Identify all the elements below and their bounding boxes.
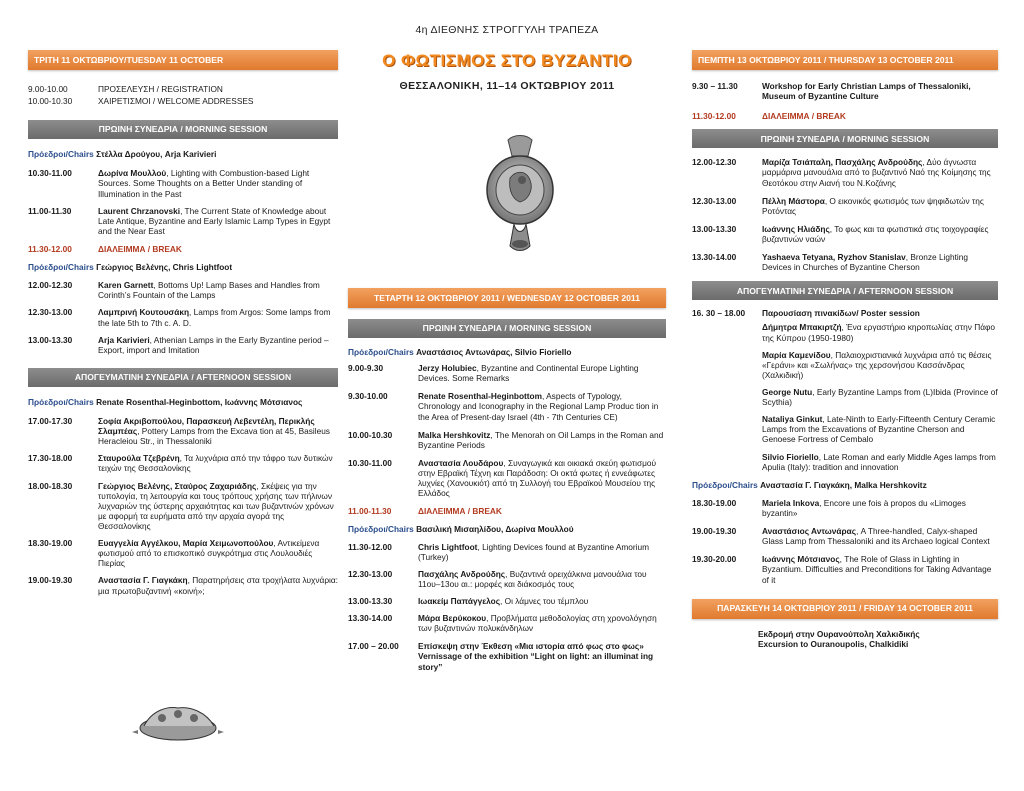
morning-session-header: ΠΡΩΙΝΗ ΣΥΝΕΔΡΙΑ / MORNING SESSION xyxy=(692,129,998,148)
chairs-label: Πρόεδροι/Chairs xyxy=(692,479,758,490)
poster-item xyxy=(762,350,998,380)
speaker: Yashaeva Tetyana, Ryzhov Stanislav xyxy=(762,252,906,263)
talk-title: , Συναγωγικά και οικιακά σκεύη φωτισμού στην Εβραϊκή Τέχνη και Παράδοση: Οι οκτά φωτες ή εννεάφωτες λυχνίες (Χανουκιότ) από τη Συλλογή του Εβραϊκού Μουσείου της Ελλάδος xyxy=(418,457,657,499)
column-day1 xyxy=(28,0,338,596)
speaker: Mariela Inkova xyxy=(762,497,820,508)
speaker: Silvio Fioriello xyxy=(762,451,819,462)
poster-title: , Late-Ninth to Early-Fifteenth Century Ceramic Lamps from the Excavations of Byzantine Cherson and Genoese Fortress of Cembalo xyxy=(762,414,996,445)
program-item xyxy=(692,224,998,244)
talk-title: , Ο εικονικός φωτισμός των ψηφιδωτών της Ροτόντας xyxy=(762,195,984,216)
chairs-names: Βασιλική Μισαηλίδου, Δωρίνα Μουλλού xyxy=(416,524,574,535)
conference-title: Ο ΦΩΤΙΣΜΟΣ ΣΤΟ ΒΥΖΑΝΤΙΟ xyxy=(382,50,632,70)
program-item xyxy=(28,335,338,355)
speaker: Laurent Chrzanovski xyxy=(98,205,181,216)
speaker: Μαρίζα Τσιάπαλη, Πασχάλης Ανδρούδης xyxy=(762,157,923,168)
speaker: Πασχάλης Ανδρούδης xyxy=(418,568,506,579)
time: 19.00-19.30 xyxy=(28,575,73,586)
opening-row xyxy=(28,96,338,106)
time: 12.30-13.00 xyxy=(692,195,737,206)
day3-header: ΠΕΜΠΤΗ 13 ΟΚΤΩΒΡΙΟΥ 2011 / THURSDAY 13 OCTOBER 2011 xyxy=(692,50,998,70)
time: 9.30-10.00 xyxy=(348,391,388,402)
talk-title: , Βυζαντινά ορειχάλκινα μανουάλια του 11ου–13ου αι.: μορφές και διάκοσμός τους xyxy=(418,568,647,589)
speaker: Jerzy Holubiec xyxy=(418,363,477,374)
talk-title: , Lighting Devices found at Byzantine Amorium (Turkey) xyxy=(418,541,650,562)
break-row xyxy=(348,506,666,516)
time: 12.30-13.00 xyxy=(348,568,393,579)
speaker: Αναστάσιος Αντωνάρας xyxy=(762,526,857,537)
time: 11.00-11.30 xyxy=(348,506,392,517)
speaker: Ιωακείμ Παπάγγελος xyxy=(418,595,501,606)
poster-item xyxy=(762,452,998,472)
talk-title: , The Role of Glass in Lighting in Byzantium. Difficulties and Preconditions for Taking Advantage of it xyxy=(762,554,992,585)
talk-title: , Encore une fois à propos du «Limoges byzantin» xyxy=(762,497,966,518)
chairs-line xyxy=(28,262,338,272)
visit-text: Επίσκεψη στην Έκθεση «Μια ιστορία από φως στο φως» Vernissage of the exhibition “Light on light: an illuminat ing story” xyxy=(418,641,654,672)
speaker: Chris Lightfoot xyxy=(418,541,478,552)
time: 11.30-12.00 xyxy=(28,243,72,254)
poster-title: , Early Byzantine Lamps from (L)Ibida (Province of Scythia) xyxy=(762,386,998,408)
workshop-text: Workshop for Early Christian Lamps of Thessaloniki, Museum of Byzantine Culture xyxy=(762,81,971,102)
chairs-label: Πρόεδροι/Chairs xyxy=(348,347,414,357)
program-item xyxy=(348,363,666,383)
program-item xyxy=(28,280,338,300)
program-item xyxy=(28,575,338,595)
chairs-line xyxy=(28,149,338,159)
talk-title: , Οι λάμνες του τέμπλου xyxy=(500,595,589,606)
speaker: Πέλλη Μάστορα xyxy=(762,195,825,206)
program-item xyxy=(348,613,666,633)
poster-title: , Παλαιοχριστιανικά λυχνάρια από τις θέσεις «Γεράνι» και «Σωλήνας» της χερσονήσου Κασσάνδρας (Χαλκιδική) xyxy=(762,349,992,380)
chairs-line xyxy=(348,524,666,534)
program-item xyxy=(28,481,338,532)
poster-session-text: Παρουσίαση πινακίδων/ Poster session xyxy=(762,308,920,319)
chairs-names: Αναστασία Γ. Γιαγκάκη, Malka Hershkovitz xyxy=(760,479,927,490)
chairs-line xyxy=(692,480,998,490)
talk-title: , Lamps from Argos: Some lamps from the late 5th to 7th c. A. D. xyxy=(98,307,331,328)
day4-header: ΠΑΡΑΣΚΕΥΗ 14 ΟΚΤΩΒΡΙΟΥ 2011 / FRIDAY 14 OCTOBER 2011 xyxy=(692,599,998,619)
talk-title: , A Three-handled, Calyx-shaped Glass Lamp from Thessaloniki and its Archaeo logical Context xyxy=(762,526,990,547)
poster-session-row xyxy=(692,308,998,318)
opening-text: ΧΑΙΡΕΤΙΣΜΟΙ / WELCOME ADDRESSES xyxy=(98,96,254,107)
chairs-label: Πρόεδροι/Chairs xyxy=(28,262,94,273)
talk-title: , Προβλήματα μεθοδολογίας στη χρονολόγηση των βυζαντινών πολυκάνδηλων xyxy=(418,613,657,634)
program-item xyxy=(28,307,338,327)
morning-session-header: ΠΡΩΙΝΗ ΣΥΝΕΔΡΙΑ / MORNING SESSION xyxy=(28,120,338,139)
time: 10.00-10.30 xyxy=(28,96,73,107)
time: 9.30 – 11.30 xyxy=(692,81,738,91)
conference-series: 4η ΔΙΕΘΝΗΣ ΣΤΡΟΓΓΥΛΗ ΤΡΑΠΕΖΑ xyxy=(415,24,599,36)
program-item xyxy=(348,569,666,589)
speaker: Λαμπρινή Κουτουσάκη xyxy=(98,307,190,318)
opening-text: ΠΡΟΣΕΛΕΥΣΗ / REGISTRATION xyxy=(98,84,223,94)
time: 13.00-13.30 xyxy=(28,334,73,345)
poster-item xyxy=(762,322,998,342)
poster-item xyxy=(762,387,998,407)
time: 10.00-10.30 xyxy=(348,429,393,440)
chairs-label: Πρόεδροι/Chairs xyxy=(28,149,94,160)
speaker: Γεώργιος Βελένης, Σταύρος Ζαχαριάδης xyxy=(98,480,257,491)
talk-title: , Pottery Lamps from the Excava tion at 45, Basileus Heracleiou Str., in Thessaloniki xyxy=(98,426,330,447)
day2-header: ΤΕΤΑΡΤΗ 12 ΟΚΤΩΒΡΙΟΥ 2011 / WEDNESDAY 12 OCTOBER 2011 xyxy=(348,288,666,308)
chairs-names: Στέλλα Δρούγου, Arja Karivieri xyxy=(96,149,217,160)
time: 18.00-18.30 xyxy=(28,480,73,491)
talk-title: , Bottoms Up! Lamp Bases and Handles from Corinth’s Fountain of the Lamps xyxy=(98,280,320,301)
chairs-line xyxy=(348,347,666,357)
speaker: George Nutu xyxy=(762,386,813,397)
time: 19.00-19.30 xyxy=(692,526,737,537)
poster-title: , Ένα εργαστήριο κηροπωλίας στην Πάφο της Κύπρου (1950-1980) xyxy=(762,322,996,343)
program-item xyxy=(348,430,666,450)
break-text: ΔΙΑΛΕΙΜΜΑ / BREAK xyxy=(762,111,846,122)
time: 19.30-20.00 xyxy=(692,554,737,565)
time: 9.00-10.00 xyxy=(28,84,68,94)
speaker: Δήμητρα Μπακιρτζή xyxy=(762,322,842,333)
speaker: Αναστασία Γ. Γιαγκάκη xyxy=(98,575,188,586)
time: 16. 30 – 18.00 xyxy=(692,308,746,319)
break-row xyxy=(692,111,998,121)
program-item xyxy=(692,554,998,584)
program-item xyxy=(692,252,998,272)
program-item xyxy=(348,596,666,606)
program-item xyxy=(348,458,666,498)
speaker: Ευαγγελία Αγγέλκου, Μαρία Χειμωνοπούλου xyxy=(98,538,274,549)
conference-place-dates: ΘΕΣΣΑΛΟΝΙΚΗ, 11–14 ΟΚΤΩΒΡΙΟΥ 2011 xyxy=(399,79,615,92)
time: 9.00-9.30 xyxy=(348,363,384,374)
speaker: Ιωάννης Ηλιάδης xyxy=(762,223,830,234)
time: 13.00-13.30 xyxy=(692,223,737,234)
program-item xyxy=(348,391,666,421)
talk-title: , Lighting with Combustion-based Light Sources. Some Thoughts on a Better Under standing of Illumination in the Past xyxy=(98,168,310,199)
excursion-greek: Εκδρομή στην Ουρανούπολη Χαλκιδικής xyxy=(758,628,920,639)
talk-title: , Τα λυχνάρια από την τάφρο των δυτικών τειχών της Θεσσαλονίκης xyxy=(98,453,333,474)
speaker: Nataliya Ginkut xyxy=(762,414,823,425)
chairs-line xyxy=(28,397,338,407)
time: 10.30-11.00 xyxy=(348,457,392,468)
decorative-lamp-icon xyxy=(132,700,224,744)
speaker: Arja Karivieri xyxy=(98,334,150,345)
chairs-label: Πρόεδροι/Chairs xyxy=(348,524,414,535)
time: 12.00-12.30 xyxy=(692,157,737,168)
morning-session-header: ΠΡΩΙΝΗ ΣΥΝΕΔΡΙΑ / MORNING SESSION xyxy=(348,319,666,338)
talk-title: , Δύο άγνωστα μαρμάρινα μανουάλια από το βυζαντινό Ναό της Κοίμησης της Θεοτόκου στην Αιανή του Ν.Κοζάνης xyxy=(762,157,991,188)
talk-title: , Αντικείμενα φωτισμού από το επισκοπικό συγκρότημα στις Λουλουδιές Πιερίας xyxy=(98,538,320,569)
program-item xyxy=(348,542,666,562)
time: 13.00-13.30 xyxy=(348,595,393,606)
time: 13.30-14.00 xyxy=(692,252,737,263)
talk-title: , Athenian Lamps in the Early Byzantine period –Export, import and Imitation xyxy=(98,334,329,355)
chairs-names: Γεώργιος Βελένης, Chris Lightfoot xyxy=(96,262,233,273)
program-item xyxy=(692,498,998,518)
speaker: Malka Hershkovitz xyxy=(418,429,491,440)
break-text: ΔΙΑΛΕΙΜΜΑ / BREAK xyxy=(418,506,502,517)
speaker: Σοφία Ακριβοπούλου, Παρασκευή Λεβεντέλη, Περικλής Σλαμπέας xyxy=(98,415,315,437)
chairs-names: Αναστάσιος Αντωνάρας, Silvio Fioriello xyxy=(416,347,572,357)
exhibition-visit xyxy=(348,641,666,671)
program-item xyxy=(28,416,338,446)
day1-header: ΤΡΙΤΗ 11 ΟΚΤΩΒΡΙΟΥ/TUESDAY 11 OCTOBER xyxy=(28,50,338,70)
time: 13.30-14.00 xyxy=(348,613,393,624)
poster-title: , Late Roman and early Middle Ages lamps from Apulia (Italy): tradition and innovation xyxy=(762,451,996,472)
speaker: Δωρίνα Μουλλού xyxy=(98,168,167,179)
chairs-label: Πρόεδροι/Chairs xyxy=(28,396,94,407)
time: 11.30-12.00 xyxy=(348,541,392,552)
program-item xyxy=(692,196,998,216)
opening-row xyxy=(28,84,338,94)
talk-title: , The Current State of Knowledge about Late Antique, Byzantine and Early Islamic Lamp Types in Egypt and the Near East xyxy=(98,205,331,236)
speaker: Μάρα Βερύκοκου xyxy=(418,613,487,624)
time: 17.00-17.30 xyxy=(28,415,73,426)
time: 18.30-19.00 xyxy=(692,497,737,508)
talk-title: , Bronze Lighting Devices in Churches of Byzantine Cherson xyxy=(762,252,969,273)
workshop-row xyxy=(692,81,998,101)
break-row xyxy=(28,244,338,254)
afternoon-session-header: ΑΠΟΓΕΥΜΑΤΙΝΗ ΣΥΝΕΔΡΙΑ / AFTERNOON SESSION xyxy=(28,368,338,387)
talk-title: , Aspects of Typology, Chronology and Iconography in the Regional Lamp Produc tion in the Area of Present-day Israel (4th - 7th Centuries CE) xyxy=(418,391,659,422)
time: 10.30-11.00 xyxy=(28,168,72,179)
speaker: Αναστασία Λουδάρου xyxy=(418,457,504,468)
excursion xyxy=(758,629,998,649)
afternoon-session-header: ΑΠΟΓΕΥΜΑΤΙΝΗ ΣΥΝΕΔΡΙΑ / AFTERNOON SESSION xyxy=(692,281,998,300)
time: 17.30-18.00 xyxy=(28,453,73,464)
program-item xyxy=(28,538,338,568)
time: 12.00-12.30 xyxy=(28,280,73,291)
talk-title: , Byzantine and Continental Europe Lighting Devices. Some Remarks xyxy=(418,363,639,384)
talk-title: , The Menorah on Oil Lamps in the Roman and Byzantine Periods xyxy=(418,429,664,450)
program-item xyxy=(692,157,998,187)
chairs-names: Renate Rosenthal-Heginbottom, Ιωάννης Μότσιανος xyxy=(96,396,303,407)
program-item xyxy=(28,453,338,473)
time: 11.30-12.00 xyxy=(692,111,736,122)
program-item xyxy=(28,168,338,198)
speaker: Karen Garnett xyxy=(98,280,154,291)
excursion-english: Excursion to Ouranoupolis, Chalkidiki xyxy=(758,638,909,649)
talk-title: , Παρατηρήσεις στα τροχήλατα λυχνάρια: μια πρωτοβυζαντινή «κοινή»; xyxy=(98,575,338,596)
column-day3 xyxy=(692,0,998,649)
time: 18.30-19.00 xyxy=(28,538,73,549)
program-item xyxy=(692,526,998,546)
talk-title: , Σκέψεις για την τυπολογία, τη λειτουργία και τους τρόπους χρήσης των πήλινων λυχναριών της ύστερης αρχαιότητας και των βυζαντινών χρόνων με αφορμή τα ευρήματα από την αρχαία αγορά της Θεσσαλονίκης xyxy=(98,480,334,531)
break-text: ΔΙΑΛΕΙΜΜΑ / BREAK xyxy=(98,243,182,254)
time: 11.00-11.30 xyxy=(28,205,72,216)
speaker: Μαρία Καμενίδου xyxy=(762,349,831,360)
column-day2 xyxy=(348,0,666,672)
program-item xyxy=(28,206,338,236)
speaker: Renate Rosenthal-Heginbottom xyxy=(418,391,542,402)
speaker: Σταυρούλα Τζεβρένη xyxy=(98,453,180,464)
time: 17.00 – 20.00 xyxy=(348,641,399,652)
poster-item xyxy=(762,414,998,444)
time: 12.30-13.00 xyxy=(28,307,73,318)
speaker: Ιωάννης Μότσιανος xyxy=(762,554,840,565)
talk-title: , Το φως και τα φωτιστικά στις τοιχογραφίες βυζαντινών ναών xyxy=(762,223,989,244)
